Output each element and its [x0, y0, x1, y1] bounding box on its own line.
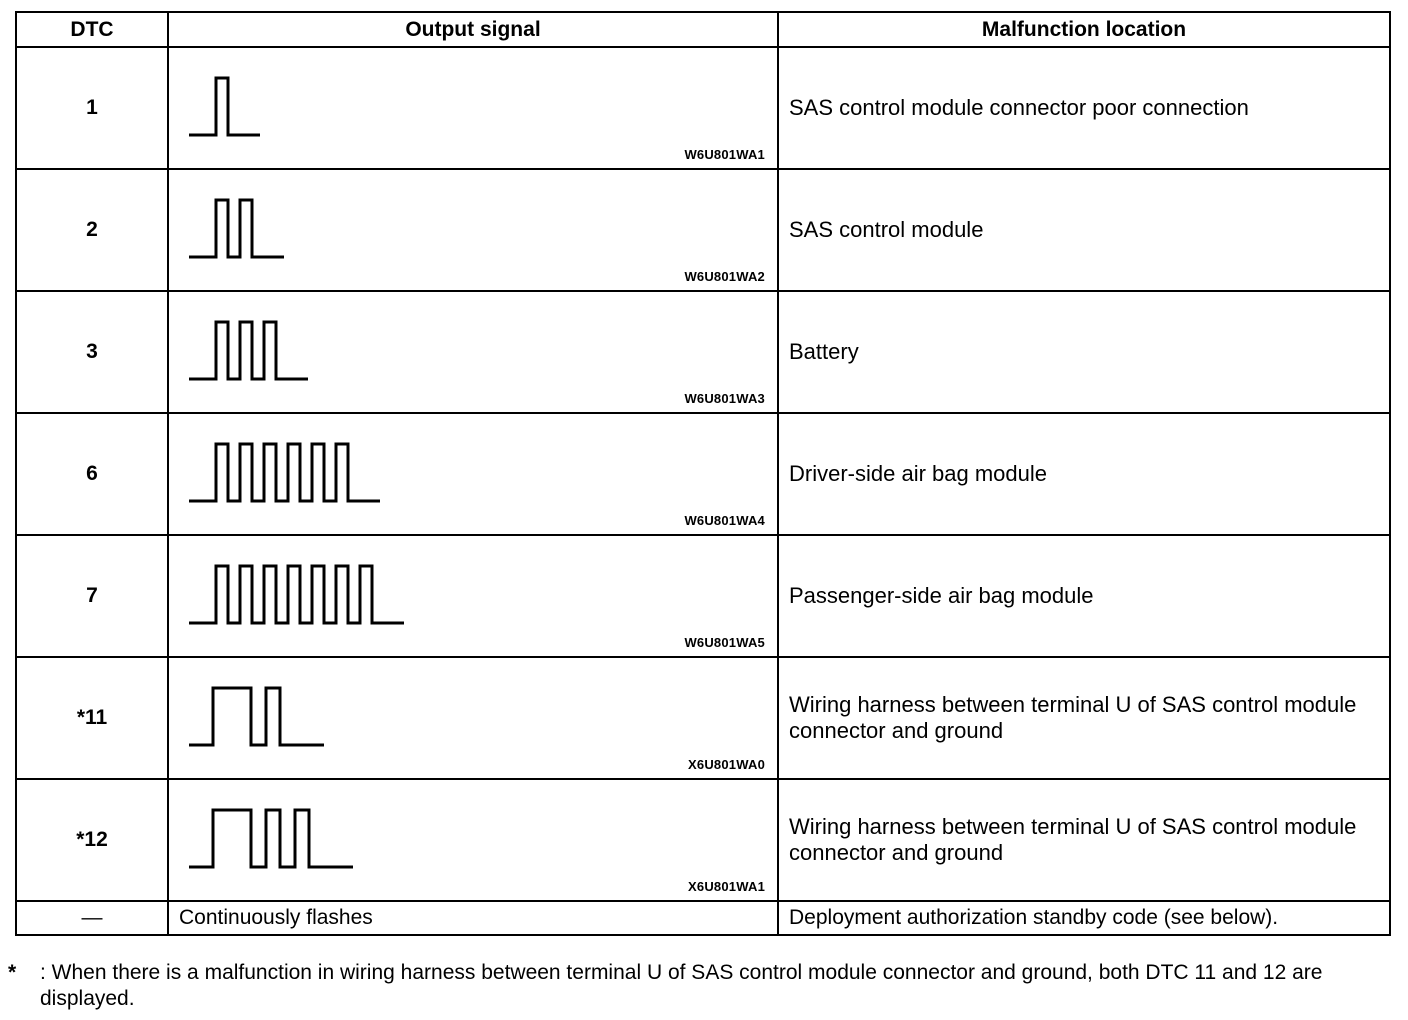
pulse-line — [189, 78, 260, 135]
pulse-waveform — [189, 195, 509, 275]
malfunction-location: SAS control module — [778, 169, 1390, 291]
dtc-code: 6 — [16, 413, 168, 535]
table-header-row — [16, 12, 1390, 47]
dtc-code: 2 — [16, 169, 168, 291]
pulse-line — [189, 322, 308, 379]
dtc-table — [15, 11, 1391, 936]
output-signal-cell — [168, 291, 778, 413]
pulse-line — [189, 200, 284, 257]
figure-id: X6U801WA1 — [688, 879, 765, 894]
table-row — [16, 535, 1390, 657]
figure-id: X6U801WA0 — [688, 757, 765, 772]
header-dtc: DTC — [16, 12, 168, 47]
malfunction-location: Battery — [778, 291, 1390, 413]
dtc-code: *12 — [16, 779, 168, 901]
output-signal-cell — [168, 169, 778, 291]
pulse-waveform — [189, 805, 509, 885]
figure-id: W6U801WA5 — [684, 635, 765, 650]
pulse-waveform — [189, 561, 509, 641]
table-row — [16, 169, 1390, 291]
output-signal-cell — [168, 779, 778, 901]
table-row — [16, 413, 1390, 535]
footnote-text: : When there is a malfunction in wiring harness between terminal U of SAS control module connector and ground, both DTC 11 and 12 are displayed. — [40, 961, 1323, 1010]
pulse-waveform — [189, 317, 509, 397]
output-signal-text: Continuously flashes — [168, 901, 778, 935]
malfunction-location: Passenger-side air bag module — [778, 535, 1390, 657]
header-malfunction-location: Malfunction location — [778, 12, 1390, 47]
pulse-waveform — [189, 73, 509, 153]
figure-id: W6U801WA1 — [684, 147, 765, 162]
table-row — [16, 779, 1390, 901]
pulse-line — [189, 566, 404, 623]
pulse-line — [189, 688, 324, 745]
figure-id: W6U801WA3 — [684, 391, 765, 406]
output-signal-cell — [168, 47, 778, 169]
pulse-waveform — [189, 439, 509, 519]
malfunction-location: Deployment authorization standby code (see below). — [778, 901, 1390, 935]
pulse-line — [189, 810, 353, 867]
table-row — [16, 657, 1390, 779]
dtc-code: 1 — [16, 47, 168, 169]
output-signal-cell — [168, 413, 778, 535]
table-row — [16, 291, 1390, 413]
malfunction-location: Driver-side air bag module — [778, 413, 1390, 535]
malfunction-location: Wiring harness between terminal U of SAS control module connector and ground — [778, 657, 1390, 779]
malfunction-location: SAS control module connector poor connection — [778, 47, 1390, 169]
table-row — [16, 47, 1390, 169]
malfunction-location: Wiring harness between terminal U of SAS control module connector and ground — [778, 779, 1390, 901]
footnote-marker: * — [8, 961, 17, 984]
header-output-signal: Output signal — [168, 12, 778, 47]
dtc-code: 7 — [16, 535, 168, 657]
pulse-waveform — [189, 683, 509, 763]
figure-id: W6U801WA4 — [684, 513, 765, 528]
pulse-line — [189, 444, 380, 501]
output-signal-cell — [168, 657, 778, 779]
figure-id: W6U801WA2 — [684, 269, 765, 284]
output-signal-cell — [168, 535, 778, 657]
dtc-code: *11 — [16, 657, 168, 779]
dtc-code: — — [16, 901, 168, 935]
dtc-code: 3 — [16, 291, 168, 413]
table-row-standby — [16, 901, 1390, 935]
